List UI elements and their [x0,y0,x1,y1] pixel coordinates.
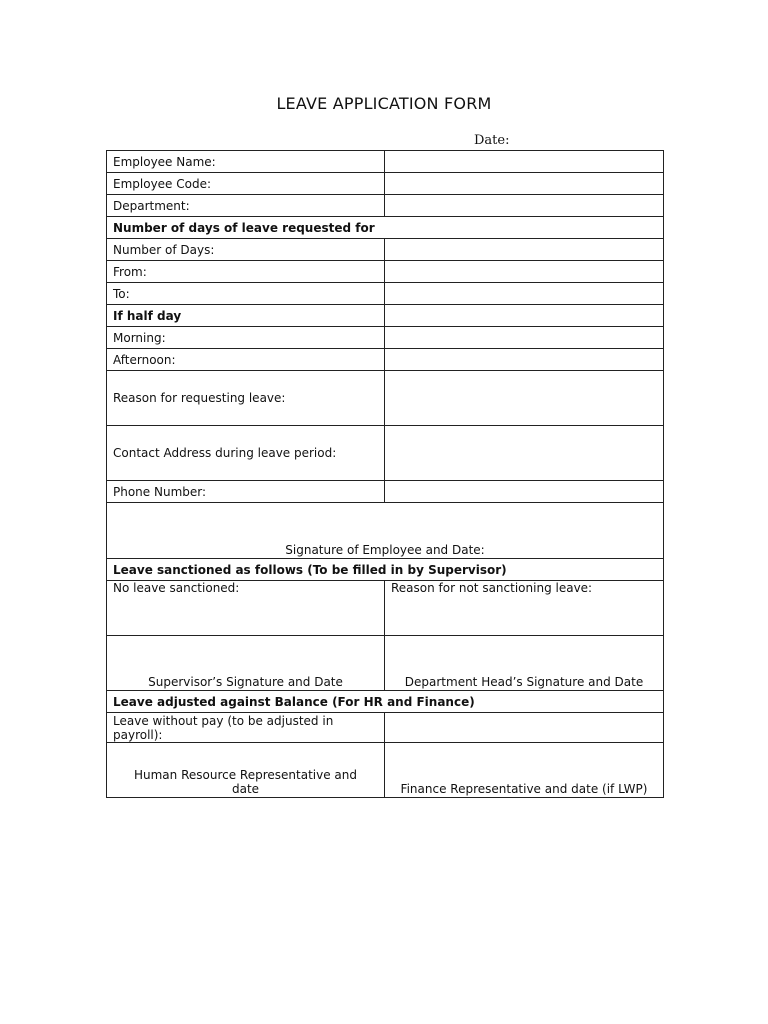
reason-not-sanctioning-field[interactable]: Reason for not sanctioning leave: [385,581,664,636]
section-hr-finance [107,691,664,713]
section-half-day [107,305,664,327]
reason-label: Reason for requesting leave: [107,371,385,426]
department-label: Department: [107,195,385,217]
employee-name-field[interactable] [385,151,664,173]
form-row-to [107,283,664,305]
reason-field[interactable] [385,371,664,426]
employee-name-label: Employee Name: [107,151,385,173]
form-row-from [107,261,664,283]
afternoon-label: Afternoon: [107,349,385,371]
supervisor-section-heading: Leave sanctioned as follows (To be filled in by Supervisor) [107,559,664,581]
phone-field[interactable] [385,481,664,503]
from-label: From: [107,261,385,283]
form-row-hr-finance-signatures [107,743,664,798]
morning-field[interactable] [385,327,664,349]
department-field[interactable] [385,195,664,217]
no-leave-sanctioned-field[interactable]: No leave sanctioned: [107,581,385,636]
supervisor-signature-box[interactable]: Supervisor’s Signature and Date [107,636,385,691]
number-of-days-field[interactable] [385,239,664,261]
employee-code-field[interactable] [385,173,664,195]
phone-label: Phone Number: [107,481,385,503]
department-head-signature-box[interactable]: Department Head’s Signature and Date [385,636,664,691]
leave-without-pay-field[interactable] [385,713,664,743]
form-row-reason [107,371,664,426]
afternoon-field[interactable] [385,349,664,371]
leave-form-table [106,150,664,798]
form-row-morning [107,327,664,349]
employee-code-label: Employee Code: [107,173,385,195]
morning-label: Morning: [107,327,385,349]
contact-address-field[interactable] [385,426,664,481]
days-section-heading: Number of days of leave requested for [107,217,664,239]
form-row-employee-code [107,173,664,195]
section-days-requested [107,217,664,239]
form-row-contact-address [107,426,664,481]
from-field[interactable] [385,261,664,283]
form-row-supervisor-signatures [107,636,664,691]
number-of-days-label: Number of Days: [107,239,385,261]
form-row-sanction [107,581,664,636]
leave-without-pay-label: Leave without pay (to be adjusted in payroll): [107,713,385,743]
form-row-leave-without-pay [107,713,664,743]
finance-representative-signature-box[interactable]: Finance Representative and date (if LWP) [385,743,664,798]
date-label: Date: [474,133,510,148]
form-row-employee-signature [107,503,664,559]
form-row-phone [107,481,664,503]
half-day-heading: If half day [107,305,385,327]
form-row-afternoon [107,349,664,371]
form-row-employee-name [107,151,664,173]
half-day-field[interactable] [385,305,664,327]
hr-section-heading: Leave adjusted against Balance (For HR and Finance) [107,691,664,713]
hr-representative-signature-box[interactable]: Human Resource Representative and date [107,743,385,798]
employee-signature-box[interactable]: Signature of Employee and Date: [107,503,664,559]
contact-address-label: Contact Address during leave period: [107,426,385,481]
to-label: To: [107,283,385,305]
to-field[interactable] [385,283,664,305]
form-row-number-of-days [107,239,664,261]
section-supervisor [107,559,664,581]
form-row-department [107,195,664,217]
form-title: LEAVE APPLICATION FORM [276,94,492,113]
